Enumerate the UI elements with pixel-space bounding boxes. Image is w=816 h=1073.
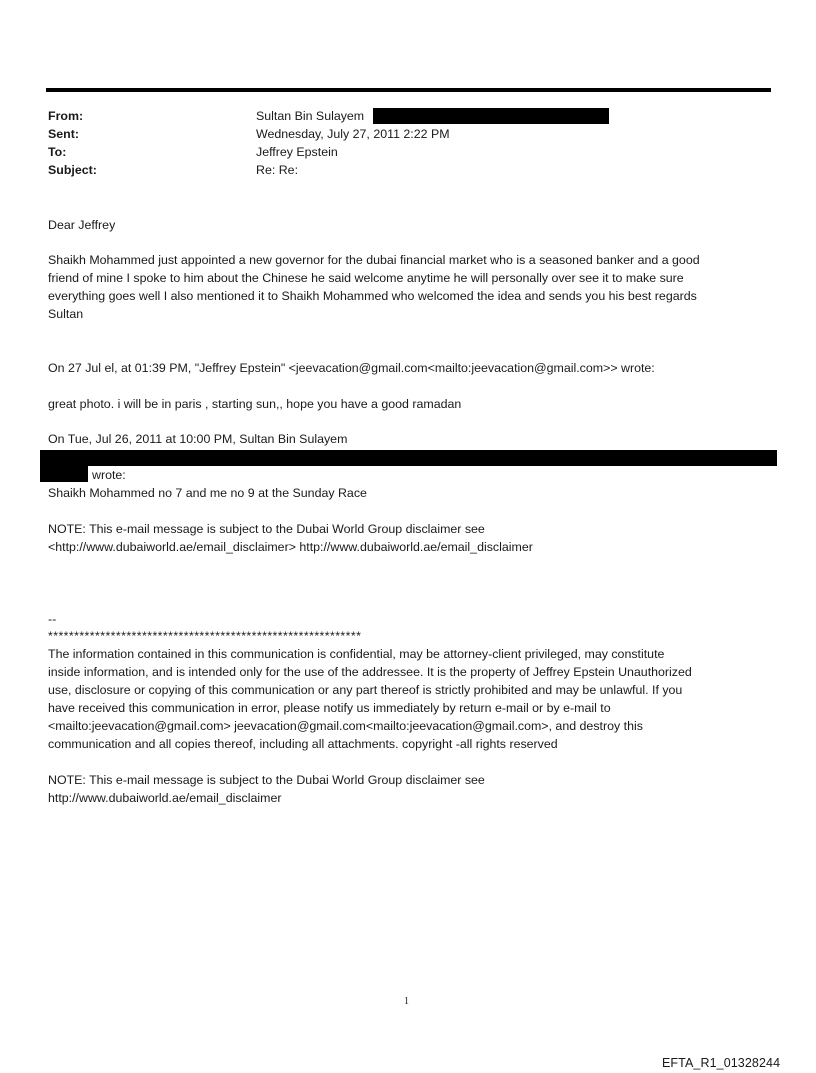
main-message-line: Shaikh Mohammed just appointed a new governor for the dubai financial market who is a seasoned banker and a good	[48, 253, 700, 267]
confidentiality-line: The information contained in this communication is confidential, may be attorney-client privileged, may constitute	[48, 647, 665, 661]
disclaimer-line: <http://www.dubaiworld.ae/email_disclaimer> http://www.dubaiworld.ae/email_disclaimer	[48, 540, 533, 554]
page-number: 1	[404, 996, 409, 1007]
disclaimer-note-2	[48, 771, 778, 807]
quote2-text: Shaikh Mohammed no 7 and me no 9 at the Sunday Race	[48, 486, 367, 500]
header-rule	[46, 88, 771, 92]
quote1-header: On 27 Jul el, at 01:39 PM, "Jeffrey Epstein" <jeevacation@gmail.com<mailto:jeevacation@gmail.com>> wrote:	[48, 361, 655, 375]
signature-dashes: --	[48, 612, 57, 626]
main-message-line: Sultan	[48, 307, 84, 321]
from-label: From:	[48, 109, 84, 123]
sent-value: Wednesday, July 27, 2011 2:22 PM	[256, 127, 450, 141]
redaction-from-email	[373, 108, 609, 124]
sent-label: Sent:	[48, 127, 79, 141]
confidentiality-line: use, disclosure or copying of this communication or any part thereof is strictly prohibited and may be unlawful. If you	[48, 683, 683, 697]
main-message-line: friend of mine I spoke to him about the Chinese he said welcome anytime he will personally over see it to make sure	[48, 271, 684, 285]
greeting: Dear Jeffrey	[48, 218, 116, 232]
star-separator: ************************************************************	[48, 629, 362, 643]
subject-value: Re: Re:	[256, 163, 299, 177]
quote2-header: On Tue, Jul 26, 2011 at 10:00 PM, Sultan Bin Sulayem	[48, 432, 348, 446]
confidentiality-notice	[48, 645, 778, 753]
confidentiality-line: inside information, and is intended only for the use of the addressee. It is the property of Jeffrey Epstein Unauthorized	[48, 665, 692, 679]
from-value: Sultan Bin Sulayem	[256, 109, 365, 123]
confidentiality-line: communication and all copies thereof, including all attachments. copyright -all rights reserved	[48, 737, 558, 751]
disclaimer-line: NOTE: This e-mail message is subject to the Dubai World Group disclaimer see	[48, 773, 485, 787]
redaction-sender-email	[40, 450, 777, 466]
subject-label: Subject:	[48, 163, 97, 177]
quote1-text: great photo. i will be in paris , starting sun,, hope you have a good ramadan	[48, 397, 462, 411]
confidentiality-line: <mailto:jeevacation@gmail.com> jeevacation@gmail.com<mailto:jeevacation@gmail.com>, and destroy this	[48, 719, 643, 733]
to-label: To:	[48, 145, 67, 159]
to-value: Jeffrey Epstein	[256, 145, 338, 159]
main-message	[48, 251, 778, 323]
quote2-wrote: wrote:	[92, 468, 126, 482]
redaction-sender-email-cont	[40, 466, 88, 482]
confidentiality-line: have received this communication in error, please notify us immediately by return e-mail or by e-mail to	[48, 701, 611, 715]
disclaimer-note-1	[48, 520, 778, 556]
main-message-line: everything goes well I also mentioned it to Shaikh Mohammed who welcomed the idea and sends you his best regards	[48, 289, 697, 303]
disclaimer-line: http://www.dubaiworld.ae/email_disclaimer	[48, 791, 282, 805]
disclaimer-line: NOTE: This e-mail message is subject to the Dubai World Group disclaimer see	[48, 522, 485, 536]
document-id: EFTA_R1_01328244	[662, 1056, 781, 1070]
